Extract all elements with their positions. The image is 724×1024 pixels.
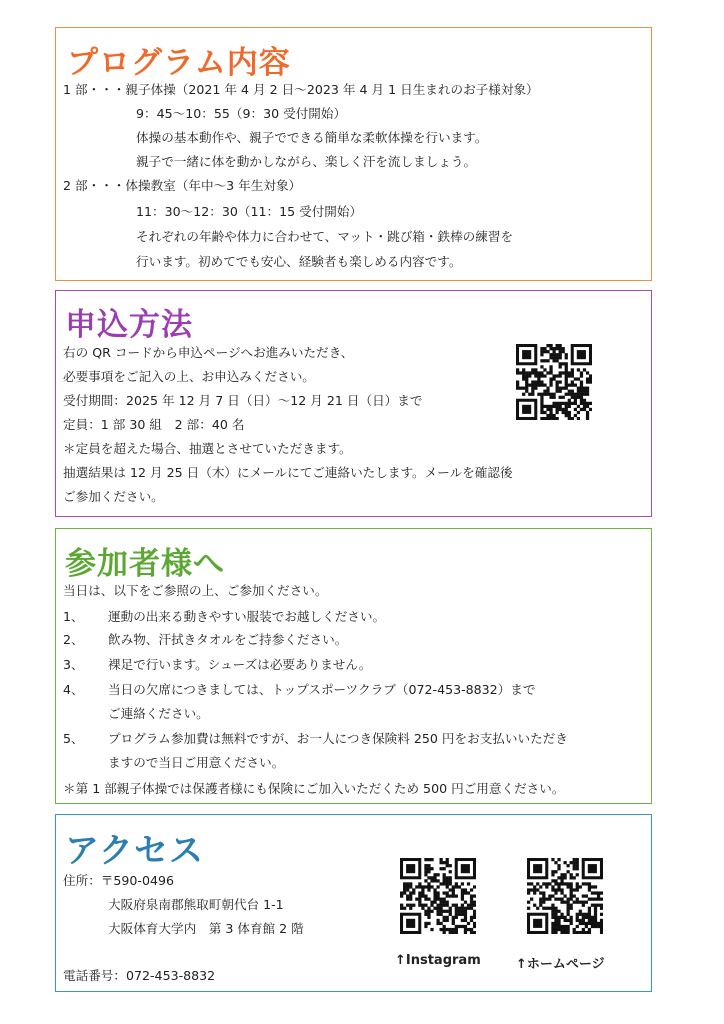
- apply-line: ご参加ください。: [63, 489, 164, 504]
- apply-line: 抽選結果は 12 月 25 日（木）にメールにてご連絡いたします。メールを確認後: [63, 465, 513, 480]
- participants-item-continuation: ますので当日ご用意ください。: [108, 755, 285, 770]
- apply-title: 申込方法: [65, 307, 193, 343]
- participants-intro: 当日は、以下をご参照の上、ご参加ください。: [63, 583, 328, 598]
- program-line: それぞれの年齢や体力に合わせて、マット・跳び箱・鉄棒の練習を: [136, 229, 514, 244]
- access-title: アクセス: [65, 831, 204, 871]
- qr-pattern: [527, 858, 603, 934]
- apply-line: ＊定員を超えた場合、抽選とさせていただきます。: [63, 441, 352, 456]
- apply-line: 右の QR コードから申込ページへお進みいただき、: [63, 345, 354, 360]
- participants-item-text: 裸足で行います。シューズは必要ありません。: [108, 657, 372, 672]
- program-line: 9：45～10：55（9：30 受付開始）: [136, 106, 347, 121]
- access-section: [55, 814, 652, 992]
- participants-item-number: 3、: [63, 657, 84, 672]
- apply-line: 必要事項をご記入の上、お申込みください。: [63, 369, 315, 384]
- participants-item-continuation: ご連絡ください。: [108, 706, 209, 721]
- program-line: 1 部・・・親子体操（2021 年 4 月 2 日～2023 年 4 月 1 日生まれのお子様対象）: [63, 82, 539, 97]
- qr-code-icon[interactable]: [516, 344, 592, 420]
- program-section: [55, 27, 652, 281]
- participants-item-number: 4、: [63, 682, 84, 697]
- phone-number: 電話番号：072-453-8832: [63, 968, 216, 983]
- apply-section: [55, 290, 652, 517]
- qr-pattern: [516, 344, 592, 420]
- participants-item-text: 飲み物、汗拭きタオルをご持参ください。: [108, 632, 348, 647]
- participants-section: [55, 528, 652, 804]
- participants-item-text: プログラム参加費は無料ですが、お一人につき保険料 250 円をお支払いいただき: [108, 731, 568, 746]
- participants-title: 参加者様へ: [65, 546, 225, 582]
- address-label: 住所：〒590-0496: [63, 873, 175, 888]
- program-line: 体操の基本動作や、親子でできる簡単な柔軟体操を行います。: [136, 130, 488, 145]
- participants-item-number: 1、: [63, 609, 84, 624]
- instagram-qr-icon[interactable]: [400, 858, 476, 934]
- program-line: 親子で一緒に体を動かしながら、楽しく汗を流しましょう。: [136, 154, 477, 169]
- address-line: 大阪府泉南郡熊取町朝代台 1-1: [108, 897, 284, 912]
- homepage-qr-icon[interactable]: [527, 858, 603, 934]
- apply-line: 受付期間：2025 年 12 月 7 日（日）～12 月 21 日（日）まで: [63, 393, 423, 408]
- program-line: 11：30～12：30（11：15 受付開始）: [136, 204, 363, 219]
- apply-line: 定員：1 部 30 組 2 部：40 名: [63, 417, 245, 432]
- participants-note: ＊第 1 部親子体操では保護者様にも保険にご加入いただくため 500 円ご用意ください。: [63, 781, 565, 796]
- participants-item-text: 運動の出来る動きやすい服装でお越しください。: [108, 609, 386, 624]
- program-line: 行います。初めてでも安心、経験者も楽しめる内容です。: [136, 254, 462, 269]
- qr-pattern: [400, 858, 476, 934]
- address-line: 大阪体育大学内 第 3 体育館 2 階: [108, 921, 304, 936]
- homepage-caption[interactable]: ↑ホームページ: [516, 957, 605, 972]
- participants-item-number: 5、: [63, 731, 84, 746]
- program-title: プログラム内容: [67, 45, 291, 81]
- program-line: 2 部・・・体操教室（年中～3 年生対象）: [63, 178, 302, 193]
- participants-item-number: 2、: [63, 632, 84, 647]
- participants-item-text: 当日の欠席につきましては、トップスポーツクラブ（072-453-8832）まで: [108, 682, 536, 697]
- instagram-caption[interactable]: ↑Instagram: [395, 953, 481, 968]
